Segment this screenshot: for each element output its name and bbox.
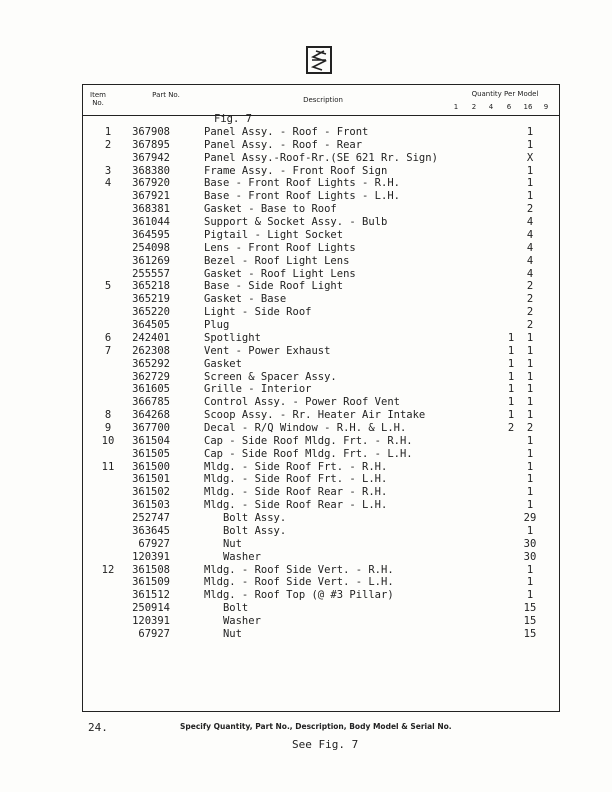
quantity-model-16: 1: [526, 190, 534, 203]
model-col: 4: [488, 103, 494, 111]
item-number: 11: [101, 460, 115, 473]
table-row: [0, 268, 612, 281]
header-quantity: Quantity Per Model: [471, 90, 539, 98]
quantity-model-16: X: [526, 151, 534, 164]
quantity-model-6: 1: [507, 357, 515, 370]
part-number: 255557: [132, 267, 170, 280]
description: Nut: [204, 537, 242, 550]
part-number: 367942: [132, 151, 170, 164]
part-number: 365219: [132, 293, 170, 306]
description: Light - Side Roof: [204, 306, 312, 319]
quantity-model-16: 15: [523, 602, 537, 615]
description: Mldg. - Side Roof Frt. - R.H.: [204, 460, 388, 473]
quantity-model-16: 1: [526, 357, 534, 370]
quantity-model-16: 15: [523, 615, 537, 628]
description: Plug: [204, 319, 230, 332]
table-row: [0, 525, 612, 538]
description: Mldg. - Side Roof Rear - R.H.: [204, 486, 388, 499]
item-number: 9: [104, 422, 112, 434]
part-number: 365218: [132, 280, 170, 293]
table-row: [0, 564, 612, 577]
item-number: 2: [104, 138, 112, 151]
part-number: 361044: [132, 216, 170, 229]
description: Base - Side Roof Light: [204, 280, 344, 293]
quantity-model-6: 1: [507, 344, 515, 357]
item-number: 4: [104, 177, 112, 190]
part-number: 363645: [132, 524, 170, 537]
table-row: [0, 319, 612, 332]
part-number: 250914: [132, 602, 170, 615]
part-number: 368381: [132, 203, 170, 216]
part-number: 362729: [132, 370, 170, 383]
table-row: [0, 126, 612, 139]
quantity-model-16: 15: [523, 627, 537, 640]
quantity-model-16: 1: [526, 563, 534, 576]
part-number: 367895: [132, 138, 170, 151]
table-row: [0, 165, 612, 178]
table-row: [0, 409, 612, 422]
table-row: [0, 576, 612, 589]
description: Cap - Side Roof Mldg. Frt. - R.H.: [204, 434, 413, 447]
description: Screen & Spacer Assy.: [204, 370, 337, 383]
quantity-model-16: 1: [526, 409, 534, 422]
table-row: [0, 293, 612, 306]
description: Mldg. - Side Roof Frt. - L.H.: [204, 473, 388, 486]
quantity-model-6: 1: [507, 370, 515, 383]
quantity-model-16: 4: [526, 241, 534, 254]
table-row: [0, 177, 612, 190]
part-number: 262308: [132, 344, 170, 357]
part-number: 361509: [132, 576, 170, 589]
table-row: [0, 551, 612, 564]
description: Cap - Side Roof Mldg. Frt. - L.H.: [204, 447, 413, 460]
part-number: 361505: [132, 447, 170, 460]
item-number: 8: [104, 409, 112, 422]
model-col: 16: [523, 103, 533, 111]
quantity-model-16: 1: [526, 447, 534, 460]
item-number: 5: [104, 280, 112, 293]
part-number: 365220: [132, 306, 170, 319]
table-row: [0, 152, 612, 165]
figure-label: Fig. 7: [214, 113, 252, 125]
part-number: 364505: [132, 319, 170, 332]
quantity-model-16: 1: [526, 370, 534, 383]
quantity-model-16: 2: [526, 422, 534, 434]
quantity-model-16: 30: [523, 550, 537, 563]
part-number: 242401: [132, 331, 170, 344]
quantity-model-16: 1: [526, 164, 534, 177]
part-number: 361504: [132, 434, 170, 447]
quantity-model-16: 30: [523, 537, 537, 550]
description: Panel Assy.-Roof-Rr.(SE 621 Rr. Sign): [204, 151, 438, 164]
model-col: 2: [471, 103, 477, 111]
page-number: 24.: [88, 721, 108, 734]
description: Decal - R/Q Window - R.H. & L.H.: [204, 422, 407, 434]
table-row: [0, 216, 612, 229]
part-number: 361512: [132, 589, 170, 602]
header-divider: [83, 115, 559, 116]
part-number: 67927: [138, 537, 170, 550]
part-number: 367908: [132, 126, 170, 138]
quantity-model-6: 1: [507, 396, 515, 409]
quantity-model-16: 4: [526, 254, 534, 267]
description: Bolt Assy.: [204, 524, 287, 537]
part-number: 254098: [132, 241, 170, 254]
specify-note: Specify Quantity, Part No., Description, Body Model & Serial No.: [180, 722, 452, 731]
description: Bolt Assy.: [204, 512, 287, 525]
description: Washer: [204, 615, 261, 628]
description: Grille - Interior: [204, 383, 312, 396]
part-number: 364268: [132, 409, 170, 422]
see-figure: See Fig. 7: [292, 738, 359, 751]
model-col: 1: [453, 103, 459, 111]
description: Support & Socket Assy. - Bulb: [204, 216, 388, 229]
part-number: 361501: [132, 473, 170, 486]
part-number: 120391: [132, 550, 170, 563]
quantity-model-16: 1: [526, 331, 534, 344]
quantity-model-16: 2: [526, 203, 534, 216]
quantity-model-16: 1: [526, 589, 534, 602]
item-number: 3: [104, 164, 112, 177]
table-row: [0, 473, 612, 486]
table-row: [0, 448, 612, 461]
table-row: [0, 242, 612, 255]
description: Mldg. - Roof Top (@ #3 Pillar): [204, 589, 394, 602]
description: Washer: [204, 550, 261, 563]
part-number: 367920: [132, 177, 170, 190]
table-row: [0, 280, 612, 293]
description: Mldg. - Roof Side Vert. - R.H.: [204, 563, 394, 576]
model-col: 9: [543, 103, 549, 111]
table-row: [0, 499, 612, 512]
quantity-model-6: 1: [507, 383, 515, 396]
part-number: 361269: [132, 254, 170, 267]
part-number: 67927: [138, 627, 170, 640]
quantity-model-16: 1: [526, 524, 534, 537]
quantity-model-16: 1: [526, 138, 534, 151]
table-row: [0, 345, 612, 358]
part-number: 252747: [132, 512, 170, 525]
description: Mldg. - Side Roof Rear - L.H.: [204, 499, 388, 512]
part-number: 368380: [132, 164, 170, 177]
part-number: 361508: [132, 563, 170, 576]
description: Gasket - Base to Roof: [204, 203, 337, 216]
description: Spotlight: [204, 331, 261, 344]
model-col: 6: [506, 103, 512, 111]
quantity-model-6: 1: [507, 331, 515, 344]
description: Pigtail - Light Socket: [204, 228, 344, 241]
brand-logo-icon: [306, 46, 332, 74]
table-row: [0, 538, 612, 551]
quantity-model-6: 1: [507, 409, 515, 422]
description: Control Assy. - Power Roof Vent: [204, 396, 400, 409]
part-number: 367921: [132, 190, 170, 203]
quantity-model-16: 1: [526, 486, 534, 499]
quantity-model-16: 1: [526, 383, 534, 396]
quantity-model-16: 1: [526, 434, 534, 447]
quantity-model-16: 1: [526, 499, 534, 512]
table-row: [0, 203, 612, 216]
quantity-model-16: 1: [526, 344, 534, 357]
header-item: Item No.: [90, 91, 106, 107]
part-number: 366785: [132, 396, 170, 409]
description: Gasket - Roof Light Lens: [204, 267, 356, 280]
table-row: [0, 383, 612, 396]
item-number: 6: [104, 331, 112, 344]
item-number: 7: [104, 344, 112, 357]
header-part: Part No.: [152, 91, 180, 99]
description: Base - Front Roof Lights - L.H.: [204, 190, 400, 203]
header-description: Description: [303, 96, 343, 104]
description: Bolt: [204, 602, 249, 615]
description: Bezel - Roof Light Lens: [204, 254, 350, 267]
table-row: [0, 358, 612, 371]
part-number: 365292: [132, 357, 170, 370]
quantity-model-16: 4: [526, 216, 534, 229]
table-row: [0, 332, 612, 345]
quantity-model-6: 2: [507, 422, 515, 434]
quantity-model-16: 1: [526, 177, 534, 190]
table-row: [0, 139, 612, 152]
quantity-model-16: 2: [526, 280, 534, 293]
part-number: 361605: [132, 383, 170, 396]
description: Panel Assy. - Roof - Rear: [204, 138, 363, 151]
item-number: 1: [104, 126, 112, 138]
table-row: [0, 190, 612, 203]
quantity-model-16: 1: [526, 460, 534, 473]
part-number: 361502: [132, 486, 170, 499]
table-row: [0, 396, 612, 409]
part-number: 120391: [132, 615, 170, 628]
table-row: [0, 602, 612, 615]
item-number: 10: [101, 434, 115, 447]
part-number: 364595: [132, 228, 170, 241]
description: Scoop Assy. - Rr. Heater Air Intake: [204, 409, 426, 422]
quantity-model-16: 2: [526, 319, 534, 332]
table-row: [0, 229, 612, 242]
item-number: 12: [101, 563, 115, 576]
quantity-model-16: 1: [526, 126, 534, 138]
table-row: [0, 306, 612, 319]
part-number: 361503: [132, 499, 170, 512]
table-row: [0, 628, 612, 641]
description: Mldg. - Roof Side Vert. - L.H.: [204, 576, 394, 589]
table-row: [0, 512, 612, 525]
part-number: 361500: [132, 460, 170, 473]
table-row: [0, 371, 612, 384]
table-row: [0, 435, 612, 448]
quantity-model-16: 29: [523, 512, 537, 525]
quantity-model-16: 4: [526, 267, 534, 280]
description: Gasket: [204, 357, 242, 370]
table-row: [0, 486, 612, 499]
quantity-model-16: 4: [526, 228, 534, 241]
quantity-model-16: 1: [526, 576, 534, 589]
table-row: [0, 255, 612, 268]
description: Frame Assy. - Front Roof Sign: [204, 164, 388, 177]
description: Panel Assy. - Roof - Front: [204, 126, 369, 138]
table-row: [0, 589, 612, 602]
description: Nut: [204, 627, 242, 640]
description: Gasket - Base: [204, 293, 287, 306]
quantity-model-16: 2: [526, 293, 534, 306]
quantity-model-16: 1: [526, 473, 534, 486]
quantity-model-16: 1: [526, 396, 534, 409]
description: Vent - Power Exhaust: [204, 344, 331, 357]
part-number: 367700: [132, 422, 170, 434]
description: Lens - Front Roof Lights: [204, 241, 356, 254]
table-row: [0, 422, 612, 435]
table-row: [0, 615, 612, 628]
quantity-model-16: 2: [526, 306, 534, 319]
table-row: [0, 461, 612, 474]
description: Base - Front Roof Lights - R.H.: [204, 177, 400, 190]
